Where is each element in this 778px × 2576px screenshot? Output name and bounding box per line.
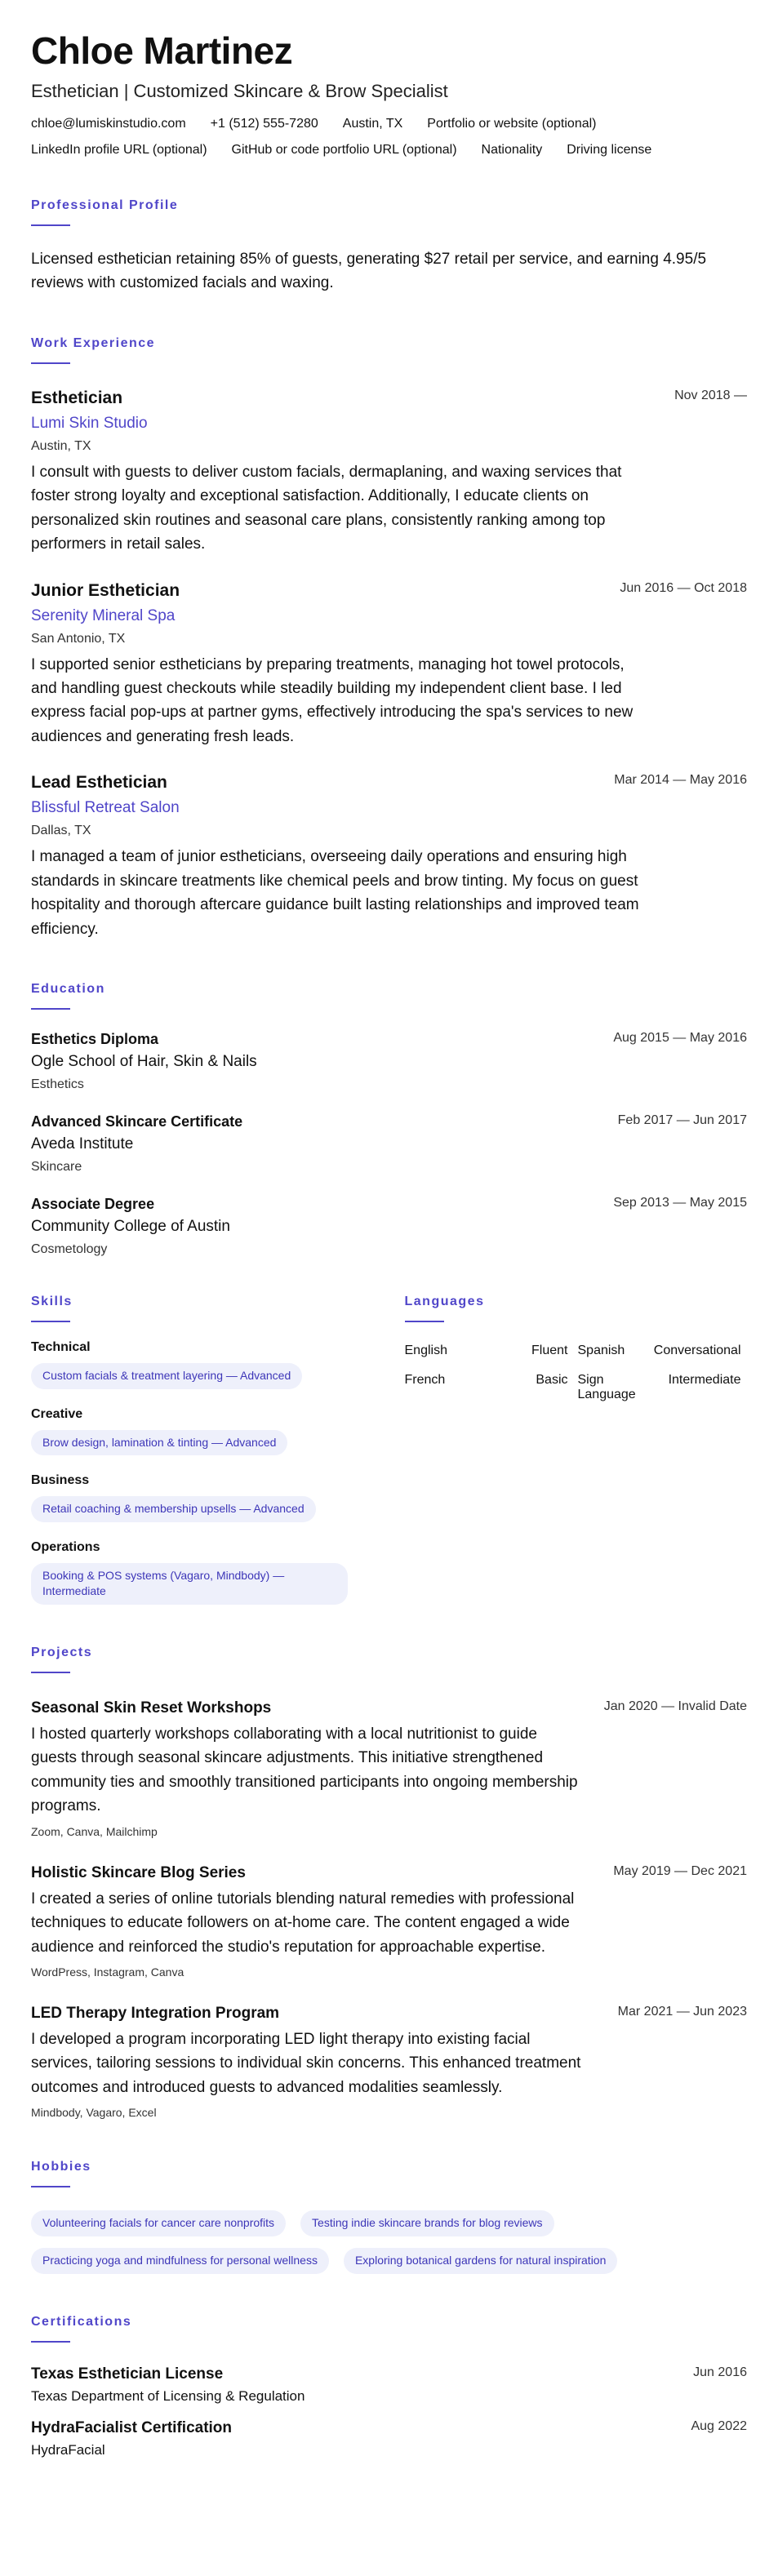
language-level: Basic [536,1373,568,1388]
skill-tag: Custom facials & treatment layering — Advanced [31,1363,302,1389]
education-dates: Sep 2013 — May 2015 [613,1196,747,1210]
job-title: Junior Esthetician [31,580,180,600]
job-title: Esthetician [31,388,123,407]
job-location: Dallas, TX [31,824,91,838]
job-entry [31,581,747,749]
hobby-tag: Exploring botanical gardens for natural inspiration [344,2248,617,2274]
education-school: Ogle School of Hair, Skin & Nails [31,1053,257,1071]
education-field: Esthetics [31,1077,84,1092]
candidate-headline: Esthetician | Customized Skincare & Brow Specialist [31,80,448,101]
education-dates: Aug 2015 — May 2016 [613,1031,747,1046]
education-section [31,982,747,1257]
resume-header [31,29,747,158]
job-company: Serenity Mineral Spa [31,606,176,624]
education-dates: Feb 2017 — Jun 2017 [617,1113,747,1128]
certification-issuer: Texas Department of Licensing & Regulation [31,2387,305,2404]
contact-driving-license: Driving license [567,142,652,157]
education-degree: Esthetics Diploma [31,1031,159,1048]
contact-phone: +1 (512) 555-7280 [210,116,318,131]
certification-name: HydraFacialist Certification [31,2418,233,2436]
job-entry [31,389,747,557]
education-entry [31,1031,747,1092]
education-school: Aveda Institute [31,1135,134,1153]
project-dates: May 2019 — Dec 2021 [613,1863,747,1878]
skill-category: Operations [31,1539,100,1554]
project-title: Seasonal Skin Reset Workshops [31,1699,272,1717]
contact-linkedin: LinkedIn profile URL (optional) [31,142,207,157]
project-description: I developed a program incorporating LED light therapy into existing facial services, tailoring sessions to individual skin concerns. This enhanced treatment outcomes and introduced guests to advanced modalities seamlessly. [31,2031,581,2096]
language-name: French [404,1373,446,1388]
job-entry [31,773,747,941]
project-entry [31,2005,747,2119]
skills-section [31,1295,374,1605]
hobby-tag: Practicing yoga and mindfulness for personal wellness [31,2248,329,2274]
section-divider [405,1321,444,1322]
hobbies-list [31,2202,684,2273]
project-title: LED Therapy Integration Program [31,2005,280,2023]
skill-category: Creative [31,1406,83,1421]
education-entry [31,1113,747,1175]
project-description: I created a series of online tutorials blending natural remedies with professional techniques to educate followers on at-home care. The content engaged a wide audience and reinforced the studio's reputation for approachable expertise. [31,1890,575,1956]
job-description: I supported senior estheticians by preparing treatments, managing hot towel protocols, and handling guest checkouts while steadily building my independent client base. I led express facial pop-ups at partner gyms, effectively introducing the spa's services to new audiences and generating fresh leads. [31,655,634,745]
section-title: Hobbies [31,2160,91,2174]
project-title: Holistic Skincare Blog Series [31,1863,246,1881]
skills-languages-row [31,1295,747,1605]
section-divider [31,1321,70,1322]
section-divider [31,224,70,226]
job-dates: Jun 2016 — Oct 2018 [620,580,747,595]
project-description: I hosted quarterly workshops collaborating with a local nutritionist to guide guests through seasonal skincare adjustments. This initiative strengthened community ties and smoothly transitioned participants into ongoing membership programs. [31,1725,578,1815]
section-title: Work Experience [31,335,156,350]
education-field: Skincare [31,1160,82,1175]
language-level: Intermediate [668,1373,741,1388]
project-entry [31,1699,747,1838]
certification-issuer: HydraFacial [31,2441,105,2458]
section-title: Projects [31,1645,93,1659]
section-divider [31,2186,70,2187]
section-title: Skills [31,1295,73,1309]
candidate-name: Chloe Martinez [31,29,293,72]
certification-date: Aug 2022 [691,2418,747,2433]
languages-section [405,1295,748,1605]
contact-github: GitHub or code portfolio URL (optional) [231,142,457,157]
hobby-tag: Testing indie skincare brands for blog reviews [300,2210,553,2236]
skill-tag: Brow design, lamination & tinting — Advanced [31,1430,287,1456]
skill-tag: Retail coaching & membership upsells — Advanced [31,1496,316,1522]
project-dates: Mar 2021 — Jun 2023 [617,2005,747,2019]
language-item [578,1373,741,1402]
contact-portfolio: Portfolio or website (optional) [427,116,597,131]
certification-date: Jun 2016 [693,2365,747,2379]
education-school: Community College of Austin [31,1218,230,1236]
education-field: Cosmetology [31,1242,108,1257]
section-divider [31,362,70,364]
project-dates: Jan 2020 — Invalid Date [603,1699,747,1713]
project-tools: Zoom, Canva, Mailchimp [31,1824,158,1838]
section-divider [31,1008,70,1010]
job-company: Lumi Skin Studio [31,414,148,432]
section-title: Certifications [31,2314,132,2329]
job-description: I managed a team of junior estheticians, overseeing daily operations and ensuring high standards in skincare treatments like chemical peels and brow tinting. My focus on guest hospitality and thorough aftercare guidance built lasting relationships and improved team efficiency. [31,848,639,938]
skill-category: Technical [31,1340,91,1355]
contact-email: chloe@lumiskinstudio.com [31,116,186,131]
profile-summary: Licensed esthetician retaining 85% of guests, generating $27 retail per service, and earning 4.95/5 reviews with customized facials and waxing. [31,250,707,292]
job-dates: Nov 2018 — [674,388,747,402]
job-description: I consult with guests to deliver custom facials, dermaplaning, and waxing services that foster strong loyalty and exceptional satisfaction. Additionally, I educate clients on personalized skin routines and seasonal care plans, consistently ranking among top performers in retail sales. [31,463,622,553]
contact-nationality: Nationality [481,142,543,157]
language-name: English [404,1344,447,1358]
contact-location: Austin, TX [342,116,403,131]
section-title: Education [31,982,105,997]
education-degree: Advanced Skincare Certificate [31,1113,243,1130]
skill-category: Business [31,1473,90,1488]
section-title: Languages [404,1295,485,1309]
job-location: San Antonio, TX [31,631,126,646]
education-entry [31,1196,747,1257]
job-company: Blissful Retreat Salon [31,799,180,817]
profile-section [31,198,747,295]
section-title: Professional Profile [31,198,179,212]
language-item [405,1373,568,1402]
certification-name: Texas Esthetician License [31,2365,224,2383]
job-title: Lead Esthetician [31,773,167,793]
projects-section [31,1646,747,2119]
language-name: Spanish [577,1344,625,1358]
language-item [578,1344,741,1358]
experience-section [31,336,747,941]
languages-grid [405,1344,748,1402]
project-entry [31,1864,747,1979]
skill-tag: Booking & POS systems (Vagaro, Mindbody) — Intermediate [31,1563,348,1605]
language-level: Conversational [653,1344,741,1358]
contact-list [31,117,733,158]
certification-entry [31,2365,747,2405]
language-name: Sign Language [577,1373,636,1402]
job-location: Austin, TX [31,438,91,453]
language-level: Fluent [531,1344,568,1358]
language-item [405,1344,568,1358]
certifications-section [31,2315,747,2458]
job-dates: Mar 2014 — May 2016 [614,773,747,788]
certification-entry [31,2419,747,2458]
section-divider [31,1672,70,1673]
education-degree: Associate Degree [31,1196,155,1213]
hobby-tag: Volunteering facials for cancer care nonprofits [31,2210,286,2236]
hobbies-section [31,2160,747,2273]
section-divider [31,2341,70,2343]
project-tools: Mindbody, Vagaro, Excel [31,2106,157,2120]
project-tools: WordPress, Instagram, Canva [31,1965,184,1979]
